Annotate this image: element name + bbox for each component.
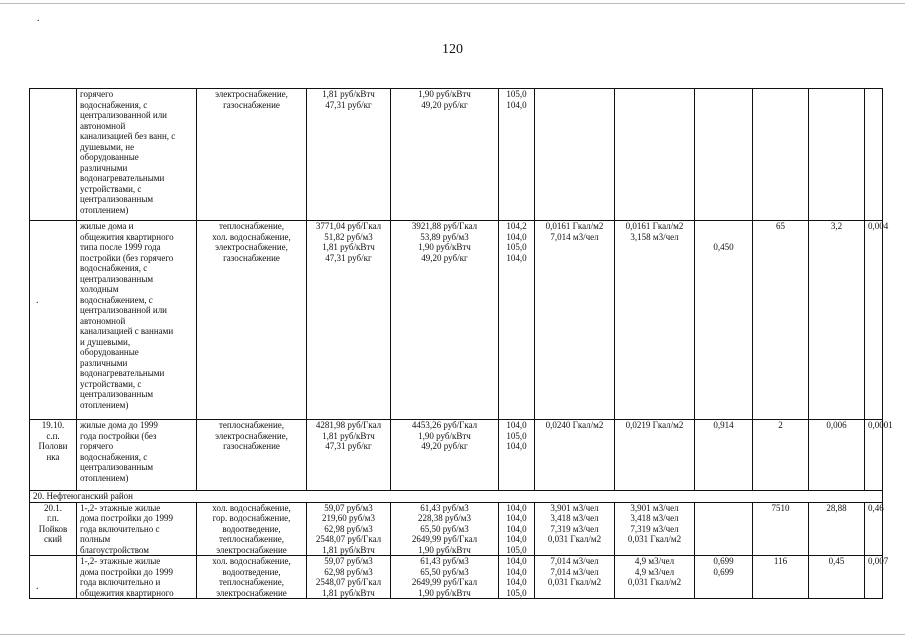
- cell-line: 228,38 руб/м3: [417, 513, 472, 523]
- cell-norm-current: [535, 420, 615, 491]
- cell-line: горячего: [80, 441, 114, 451]
- cell-line: 104,0: [506, 231, 527, 242]
- cell-count: [753, 420, 809, 491]
- page-mark: .: [36, 295, 39, 306]
- cell-tariff-new: [391, 221, 499, 420]
- cell-services: [197, 221, 307, 420]
- cell-services: [197, 556, 307, 599]
- cell-description: [77, 502, 197, 556]
- cell-line: постройки (без горячего: [80, 252, 174, 263]
- cell-line: хол. водоснабжение,: [212, 502, 291, 513]
- cell-line: 3,2: [830, 221, 843, 231]
- cell-line: 0,031 Гкал/м2: [627, 534, 682, 544]
- cell-percent: [499, 502, 535, 556]
- cell-norm-current: [535, 89, 615, 221]
- cell-line: водоснабжения, с: [80, 263, 148, 273]
- cell-line: 7,014 м3/чел: [550, 556, 599, 566]
- cell-norm-new: [615, 221, 695, 420]
- cell-line: централизованным: [80, 194, 154, 204]
- cell-share: [865, 556, 889, 599]
- cell-line: общежития квартирного: [80, 587, 174, 598]
- cell-line: 65: [776, 221, 785, 231]
- cell-line: 105,0: [506, 544, 527, 555]
- table-row: [30, 556, 883, 599]
- cell-norm-new: [615, 502, 695, 556]
- cell-line: 1,81 руб/кВтч: [322, 587, 375, 598]
- cell-line: 62,98 руб/м3: [324, 566, 373, 577]
- cell-line: 0,699: [713, 566, 734, 577]
- cell-line: 105,0: [506, 587, 527, 598]
- cell-share: [865, 502, 883, 556]
- cell-line: 47,31 руб/кг: [325, 252, 372, 263]
- cell-line: 59,07 руб/м3: [324, 556, 373, 566]
- cell-code: [30, 89, 77, 221]
- cell-line: электроснабжение: [216, 544, 287, 555]
- cell-line: 3921,88 руб/Гкал: [411, 221, 478, 231]
- cell-line: 1-,2- этажные жилые: [80, 556, 161, 566]
- cell-line: Полови: [38, 441, 68, 451]
- cell-line: 105,0: [506, 89, 527, 99]
- scan-edge-bottom: [0, 634, 905, 635]
- cell-line: 59,07 руб/м3: [324, 502, 373, 513]
- cell-services: [197, 420, 307, 491]
- cell-line: 61,43 руб/м3: [420, 502, 469, 513]
- cell-line: 1,90 руб/кВтч: [418, 430, 471, 441]
- page-number: 120: [442, 42, 463, 57]
- cell-value: [809, 89, 865, 221]
- cell-line: отоплением): [80, 472, 129, 483]
- cell-line: 1,81 руб/кВтч: [322, 89, 375, 99]
- cell-line: 104,0: [506, 99, 527, 110]
- cell-line: 0,031 Гкал/м2: [627, 577, 682, 587]
- cell-line: газоснабжение: [223, 99, 280, 110]
- cell-line: 2: [778, 420, 783, 430]
- cell-description: [77, 89, 197, 221]
- cell-coefficient: [695, 556, 753, 599]
- cell-line: Пойков: [38, 523, 68, 534]
- cell-line: 0,031 Гкал/м2: [547, 534, 602, 544]
- cell-line: 0,0161 Гкал/м2: [545, 221, 604, 231]
- cell-value: [809, 502, 865, 556]
- cell-line: полным: [80, 534, 111, 544]
- tariff-table: [29, 88, 893, 599]
- cell-line: 104,0: [506, 420, 527, 430]
- cell-line: 3,418 м3/чел: [630, 513, 679, 523]
- cell-line: 3,901 м3/чел: [550, 502, 599, 513]
- cell-line: электроснабжение,: [215, 430, 288, 441]
- cell-line: 49,20 руб/кг: [421, 99, 468, 110]
- cell-line: теплоснабжение,: [218, 577, 285, 587]
- cell-line: канализацией без ванн, с: [80, 131, 176, 141]
- cell-code: [30, 502, 77, 556]
- cell-count: [753, 556, 809, 599]
- cell-tariff-current: [307, 221, 391, 420]
- cell-line: 1,90 руб/кВтч: [418, 587, 471, 598]
- cell-line: 2548,07 руб/Гкал: [315, 577, 382, 587]
- cell-line: холодным: [80, 284, 119, 294]
- cell-line: 4,9 м3/чел: [634, 566, 675, 577]
- cell-line: водонагревательными: [80, 173, 165, 183]
- cell-line: 19.10.: [41, 420, 65, 430]
- cell-line: 104,0: [506, 441, 527, 451]
- cell-line: жилые дома и: [80, 221, 134, 231]
- cell-line: 104,0: [506, 523, 527, 534]
- cell-line: типа после 1999 года: [80, 242, 161, 252]
- cell-line: водоснабжения, с: [80, 99, 148, 110]
- cell-tariff-current: [307, 420, 391, 491]
- cell-line: хол. водоснабжение,: [212, 231, 291, 242]
- cell-line: централизованной или: [80, 110, 168, 120]
- cell-line: 7,319 м3/чел: [550, 523, 599, 534]
- cell-line: 3,418 м3/чел: [550, 513, 599, 523]
- cell-line: автономной: [80, 315, 126, 326]
- cell-percent: [499, 556, 535, 599]
- cell-line: 105,0: [506, 242, 527, 252]
- cell-line: 104,0: [506, 252, 527, 263]
- cell-line: отоплением): [80, 204, 129, 215]
- table-row: [30, 221, 883, 420]
- cell-line: 3771,04 руб/Гкал: [315, 221, 382, 231]
- cell-value: [809, 221, 865, 420]
- cell-line: водонагревательными: [80, 368, 165, 378]
- cell-description: [77, 420, 197, 491]
- cell-services: [197, 502, 307, 556]
- cell-line: 28,88: [826, 502, 847, 513]
- table-row: [30, 502, 883, 556]
- cell-line: газоснабжение: [223, 441, 280, 451]
- cell-line: 0,0219 Гкал/м2: [625, 420, 684, 430]
- cell-tariff-new: [391, 502, 499, 556]
- cell-line: электроснабжение,: [215, 89, 288, 99]
- cell-line: 0,0161 Гкал/м2: [625, 221, 684, 231]
- cell-line: жилые дома до 1999: [80, 420, 158, 430]
- cell-line: 0,007: [868, 556, 889, 566]
- cell-line: гор. водоснабжение,: [212, 513, 291, 523]
- cell-line: 0,46: [868, 502, 884, 513]
- cell-line: электроснабжение: [216, 587, 287, 598]
- cell-norm-new: [615, 89, 695, 221]
- cell-line: 62,98 руб/м3: [324, 523, 373, 534]
- cell-share: [865, 89, 883, 221]
- cell-line: душевыми, не: [80, 141, 135, 152]
- cell-line: 1,81 руб/кВтч: [322, 544, 375, 555]
- cell-line: 7,014 м3/чел: [550, 566, 599, 577]
- cell-line: 49,20 руб/кг: [421, 441, 468, 451]
- cell-line: г.п.: [47, 513, 59, 523]
- cell-line: горячего: [80, 89, 114, 99]
- cell-count: [753, 89, 809, 221]
- cell-value: [809, 420, 865, 491]
- cell-line: 104,0: [506, 556, 527, 566]
- table-row: [30, 420, 883, 491]
- cell-line: 104,0: [506, 577, 527, 587]
- cell-line: 2548,07 руб/Гкал: [315, 534, 382, 544]
- cell-line: теплоснабжение,: [218, 534, 285, 544]
- page-mark: .: [37, 13, 40, 24]
- cell-line: устройствами, с: [80, 183, 142, 194]
- cell-line: 0,0240 Гкал/м2: [545, 420, 604, 430]
- section-row: [30, 491, 883, 503]
- cell-line: 104,0: [506, 502, 527, 513]
- cell-norm-current: [535, 502, 615, 556]
- cell-line: автономной: [80, 120, 126, 131]
- cell-line: 1-,2- этажные жилые: [80, 502, 161, 513]
- cell-line: 4,9 м3/чел: [634, 556, 675, 566]
- cell-line: централизованным: [80, 389, 154, 399]
- cell-line: водоотведение,: [222, 566, 281, 577]
- cell-services: [197, 89, 307, 221]
- cell-share: [865, 221, 889, 420]
- cell-line: 65,50 руб/м3: [420, 566, 469, 577]
- cell-line: 2649,99 руб/Гкал: [411, 577, 478, 587]
- cell-percent: [499, 89, 535, 221]
- cell-line: теплоснабжение,: [218, 221, 285, 231]
- cell-line: 0,006: [826, 420, 847, 430]
- cell-coefficient: [695, 89, 753, 221]
- cell-line: года включительно и: [80, 577, 161, 587]
- cell-line: 104,0: [506, 534, 527, 544]
- cell-line: оборудованные: [80, 347, 139, 357]
- cell-line: 1,81 руб/кВтч: [322, 242, 375, 252]
- cell-line: устройствами, с: [80, 378, 142, 389]
- cell-line: 7,014 м3/чел: [550, 231, 599, 242]
- cell-description: [77, 221, 197, 420]
- cell-line: 1,90 руб/кВтч: [418, 544, 471, 555]
- cell-line: хол. водоснабжение,: [212, 556, 291, 566]
- cell-line: теплоснабжение,: [218, 420, 285, 430]
- cell-line: 116: [773, 556, 788, 566]
- cell-code: [30, 221, 77, 420]
- cell-line: 49,20 руб/кг: [421, 252, 468, 263]
- cell-tariff-new: [391, 89, 499, 221]
- cell-line: 0,450: [713, 242, 734, 252]
- cell-count: [753, 502, 809, 556]
- cell-line: с.п.: [46, 430, 60, 441]
- cell-line: 65,50 руб/м3: [420, 523, 469, 534]
- cell-description: [77, 556, 197, 599]
- cell-line: электроснабжение,: [215, 242, 288, 252]
- cell-line: 1,90 руб/кВтч: [418, 242, 471, 252]
- cell-line: 7510: [771, 502, 790, 513]
- cell-count: [753, 221, 809, 420]
- scan-edge-top: [0, 3, 905, 4]
- cell-line: 0,914: [713, 420, 734, 430]
- page-mark: .: [36, 581, 39, 592]
- cell-line: водоснабжением, с: [80, 294, 153, 305]
- cell-tariff-current: [307, 89, 391, 221]
- cell-line: нка: [46, 451, 60, 462]
- cell-norm-current: [535, 221, 615, 420]
- cell-line: 4281,98 руб/Гкал: [315, 420, 382, 430]
- cell-line: года включительно с: [80, 523, 160, 534]
- cell-share: [865, 420, 893, 491]
- cell-value: [809, 556, 865, 599]
- cell-line: централизованным: [80, 462, 154, 472]
- cell-line: канализацией с ваннами: [80, 326, 174, 336]
- cell-line: 3,901 м3/чел: [630, 502, 679, 513]
- cell-line: благоустройством: [80, 544, 149, 555]
- cell-line: ский: [44, 534, 62, 544]
- cell-line: водоотведение,: [222, 523, 281, 534]
- cell-line: 2649,99 руб/Гкал: [411, 534, 478, 544]
- cell-line: 4453,26 руб/Гкал: [411, 420, 478, 430]
- cell-percent: [499, 420, 535, 491]
- cell-line: 0,0001: [868, 420, 893, 430]
- cell-tariff-current: [307, 556, 391, 599]
- cell-line: различными: [80, 162, 128, 173]
- cell-line: 1,81 руб/кВтч: [322, 430, 375, 441]
- cell-norm-current: [535, 556, 615, 599]
- cell-line: и душевыми,: [80, 336, 131, 347]
- cell-line: 0,45: [828, 556, 845, 566]
- cell-line: 219,60 руб/м3: [321, 513, 376, 523]
- cell-tariff-new: [391, 420, 499, 491]
- cell-tariff-new: [391, 556, 499, 599]
- cell-line: водоснабжения, с: [80, 451, 148, 462]
- section-title: 20. Нефтеюганский район: [30, 491, 883, 503]
- cell-line: дома постройки до 1999: [80, 513, 173, 523]
- cell-percent: [499, 221, 535, 420]
- cell-line: газоснабжение: [223, 252, 280, 263]
- cell-line: 0,004: [868, 221, 889, 231]
- cell-line: отоплением): [80, 399, 129, 410]
- cell-line: 47,31 руб/кг: [325, 99, 372, 110]
- cell-line: 105,0: [506, 430, 527, 441]
- cell-line: 61,43 руб/м3: [420, 556, 469, 566]
- cell-line: централизованной или: [80, 305, 168, 315]
- cell-code: [30, 420, 77, 491]
- cell-line: оборудованные: [80, 152, 139, 162]
- cell-tariff-current: [307, 502, 391, 556]
- cell-norm-new: [615, 420, 695, 491]
- cell-line: 104,0: [506, 513, 527, 523]
- cell-line: 104,2: [506, 221, 527, 231]
- table-row: [30, 89, 883, 221]
- cell-coefficient: [695, 221, 753, 420]
- cell-line: 104,0: [506, 566, 527, 577]
- cell-line: 20.1.: [44, 502, 62, 513]
- cell-code: [30, 556, 77, 599]
- cell-norm-new: [615, 556, 695, 599]
- cell-line: дома постройки до 1999: [80, 566, 173, 577]
- cell-line: общежития квартирного: [80, 231, 174, 242]
- cell-line: [698, 232, 749, 243]
- cell-line: 7,319 м3/чел: [630, 523, 679, 534]
- cell-line: различными: [80, 357, 128, 368]
- cell-coefficient: [695, 420, 753, 491]
- cell-line: года постройки (без: [80, 430, 157, 441]
- cell-line: 53,89 руб/м3: [420, 231, 469, 242]
- cell-line: 1,90 руб/кВтч: [418, 89, 471, 99]
- cell-line: [698, 221, 749, 232]
- cell-line: 47,31 руб/кг: [325, 441, 372, 451]
- table-body: [30, 89, 893, 599]
- cell-line: 0,699: [713, 556, 734, 566]
- cell-line: централизованным: [80, 273, 154, 284]
- cell-coefficient: [695, 502, 753, 556]
- cell-line: 3,158 м3/чел: [630, 231, 679, 242]
- cell-line: 0,031 Гкал/м2: [547, 577, 602, 587]
- cell-line: 51,82 руб/м3: [324, 231, 373, 242]
